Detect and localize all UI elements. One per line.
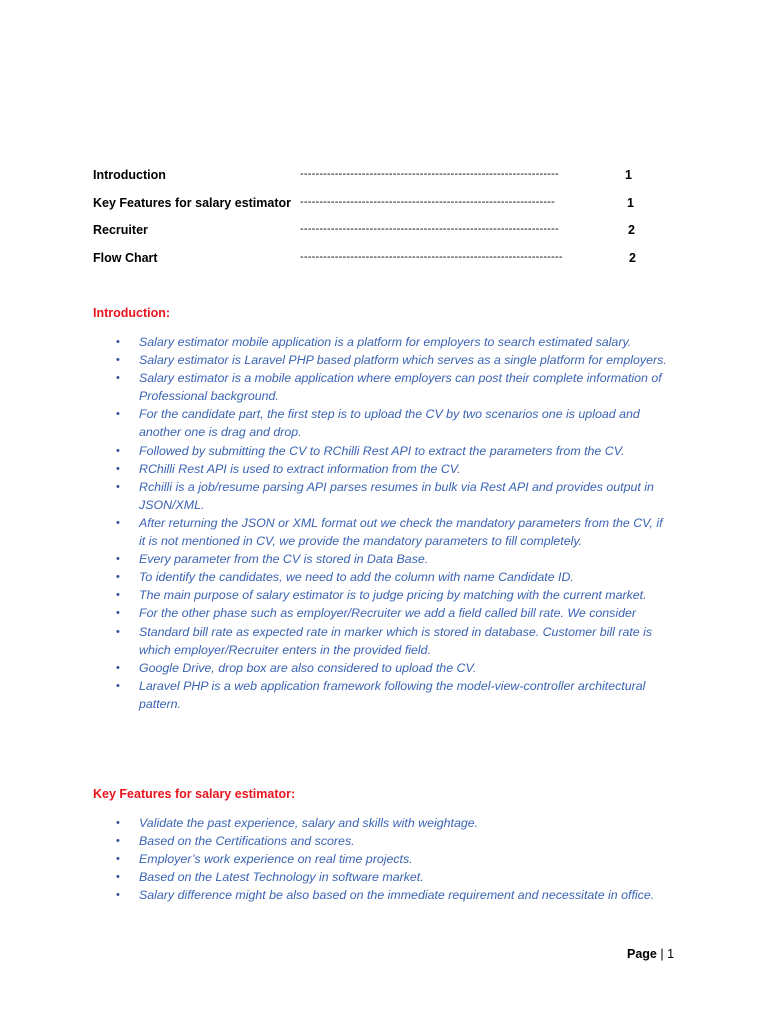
bullet-icon: •: [116, 372, 120, 385]
list-item-text: RChilli Rest API is used to extract information from the CV.: [139, 461, 461, 476]
list-item: [112, 814, 672, 832]
list-item-text: Salary estimator is a mobile application where employers can post their complete information of Professional background.: [139, 371, 662, 404]
page-footer: [627, 947, 674, 961]
bullet-icon: •: [116, 607, 120, 620]
list-item: [112, 478, 672, 514]
bullet-icon: •: [116, 571, 120, 584]
toc-page-number: 2: [629, 250, 636, 265]
bullet-icon: •: [116, 444, 120, 457]
list-item-text: Google Drive, drop box are also considered to upload the CV.: [139, 660, 477, 675]
list-item-text: To identify the candidates, we need to add the column with name Candidate ID.: [139, 570, 574, 585]
bullet-icon: •: [116, 871, 120, 884]
list-item: [112, 460, 672, 478]
list-item-text: Based on the Latest Technology in software market.: [139, 870, 424, 885]
toc-entry-title: Flow Chart: [93, 250, 158, 265]
toc-entry-title: Introduction: [93, 168, 166, 182]
toc-row[interactable]: [93, 251, 693, 279]
list-item-text: Followed by submitting the CV to RChilli Rest API to extract the parameters from the CV.: [139, 443, 625, 458]
list-item: [112, 850, 672, 868]
toc-page-number: 2: [628, 223, 635, 237]
bullet-icon: •: [116, 462, 120, 475]
key-features-heading: Key Features for salary estimator:: [93, 787, 296, 801]
bullet-icon: •: [116, 661, 120, 674]
list-item: [112, 677, 672, 713]
list-item: [112, 604, 672, 622]
list-item-text: Standard bill rate as expected rate in marker which is stored in database. Customer bill rate is which employer/Recruiter enters in the provided field.: [139, 624, 653, 657]
toc-page-number: 1: [625, 168, 632, 182]
toc-entry-title: Recruiter: [93, 223, 148, 237]
list-item: [112, 586, 672, 604]
list-item: [112, 351, 672, 369]
key-features-bullet-list: [112, 814, 672, 904]
list-item-text: For the candidate part, the first step is to upload the CV by two scenarios one is upload and another one is drag and drop.: [139, 407, 640, 440]
bullet-icon: •: [116, 553, 120, 566]
list-item-text: Salary difference might be also based on the immediate requirement and necessitate in office.: [139, 888, 655, 903]
bullet-icon: •: [116, 354, 120, 367]
list-item-text: Salary estimator is Laravel PHP based platform which serves as a single platform for employers.: [139, 353, 667, 368]
bullet-icon: •: [116, 516, 120, 529]
list-item: [112, 550, 672, 568]
list-item: [112, 659, 672, 677]
page-label: Page: [627, 947, 657, 961]
bullet-icon: •: [116, 336, 120, 348]
list-item: [112, 832, 672, 850]
list-item-text: For the other phase such as employer/Recruiter we add a field called bill rate. We consider: [139, 606, 637, 621]
bullet-icon: •: [116, 835, 120, 848]
toc-page-number: 1: [627, 195, 634, 210]
list-item-text: After returning the JSON or XML format out we check the mandatory parameters from the CV, if it is not mentioned in CV, we provide the mandatory parameters to fill completely.: [139, 515, 663, 549]
list-item-text: Salary estimator mobile application is a platform for employers to search estimated salary.: [139, 335, 632, 349]
bullet-icon: •: [116, 889, 120, 902]
list-item-text: The main purpose of salary estimator is to judge pricing by matching with the current market.: [139, 588, 647, 603]
list-item: [112, 514, 672, 550]
bullet-icon: •: [116, 480, 120, 493]
list-item-text: Every parameter from the CV is stored in Data Base.: [139, 552, 429, 567]
list-item: [112, 623, 672, 659]
list-item: [112, 369, 672, 405]
toc-leader-dots: -------------------------------------------------------------------: [300, 223, 559, 235]
introduction-bullet-list: [112, 333, 672, 713]
bullet-icon: •: [116, 408, 120, 421]
bullet-icon: •: [116, 589, 120, 602]
bullet-icon: •: [116, 817, 120, 829]
list-item: [112, 333, 672, 351]
list-item-text: Rchilli is a job/resume parsing API parses resumes in bulk via Rest API and provides output in JSON/XML.: [139, 479, 654, 512]
toc-leader-dots: --------------------------------------------------------------------: [300, 250, 563, 263]
table-of-contents: [93, 168, 693, 278]
toc-entry-title: Key Features for salary estimator: [93, 195, 292, 210]
page-separator: |: [660, 947, 664, 961]
bullet-icon: •: [116, 853, 120, 866]
list-item: [112, 868, 672, 886]
bullet-icon: •: [116, 679, 120, 692]
toc-row[interactable]: [93, 168, 693, 196]
bullet-icon: •: [116, 625, 120, 638]
page-number: 1: [667, 947, 675, 961]
toc-leader-dots: ------------------------------------------------------------------: [300, 195, 555, 208]
toc-row[interactable]: [93, 196, 693, 224]
list-item-text: Employer’s work experience on real time projects.: [139, 852, 413, 867]
list-item: [112, 568, 672, 586]
list-item: [112, 886, 672, 904]
toc-row[interactable]: [93, 223, 693, 251]
list-item-text: Validate the past experience, salary and skills with weightage.: [139, 816, 479, 830]
list-item: [112, 442, 672, 460]
introduction-heading: Introduction:: [93, 306, 171, 320]
toc-leader-dots: -------------------------------------------------------------------: [300, 168, 559, 180]
list-item-text: Laravel PHP is a web application framework following the model-view-controller architectural pattern.: [139, 678, 646, 711]
list-item-text: Based on the Certifications and scores.: [139, 834, 355, 849]
list-item: [112, 405, 672, 441]
